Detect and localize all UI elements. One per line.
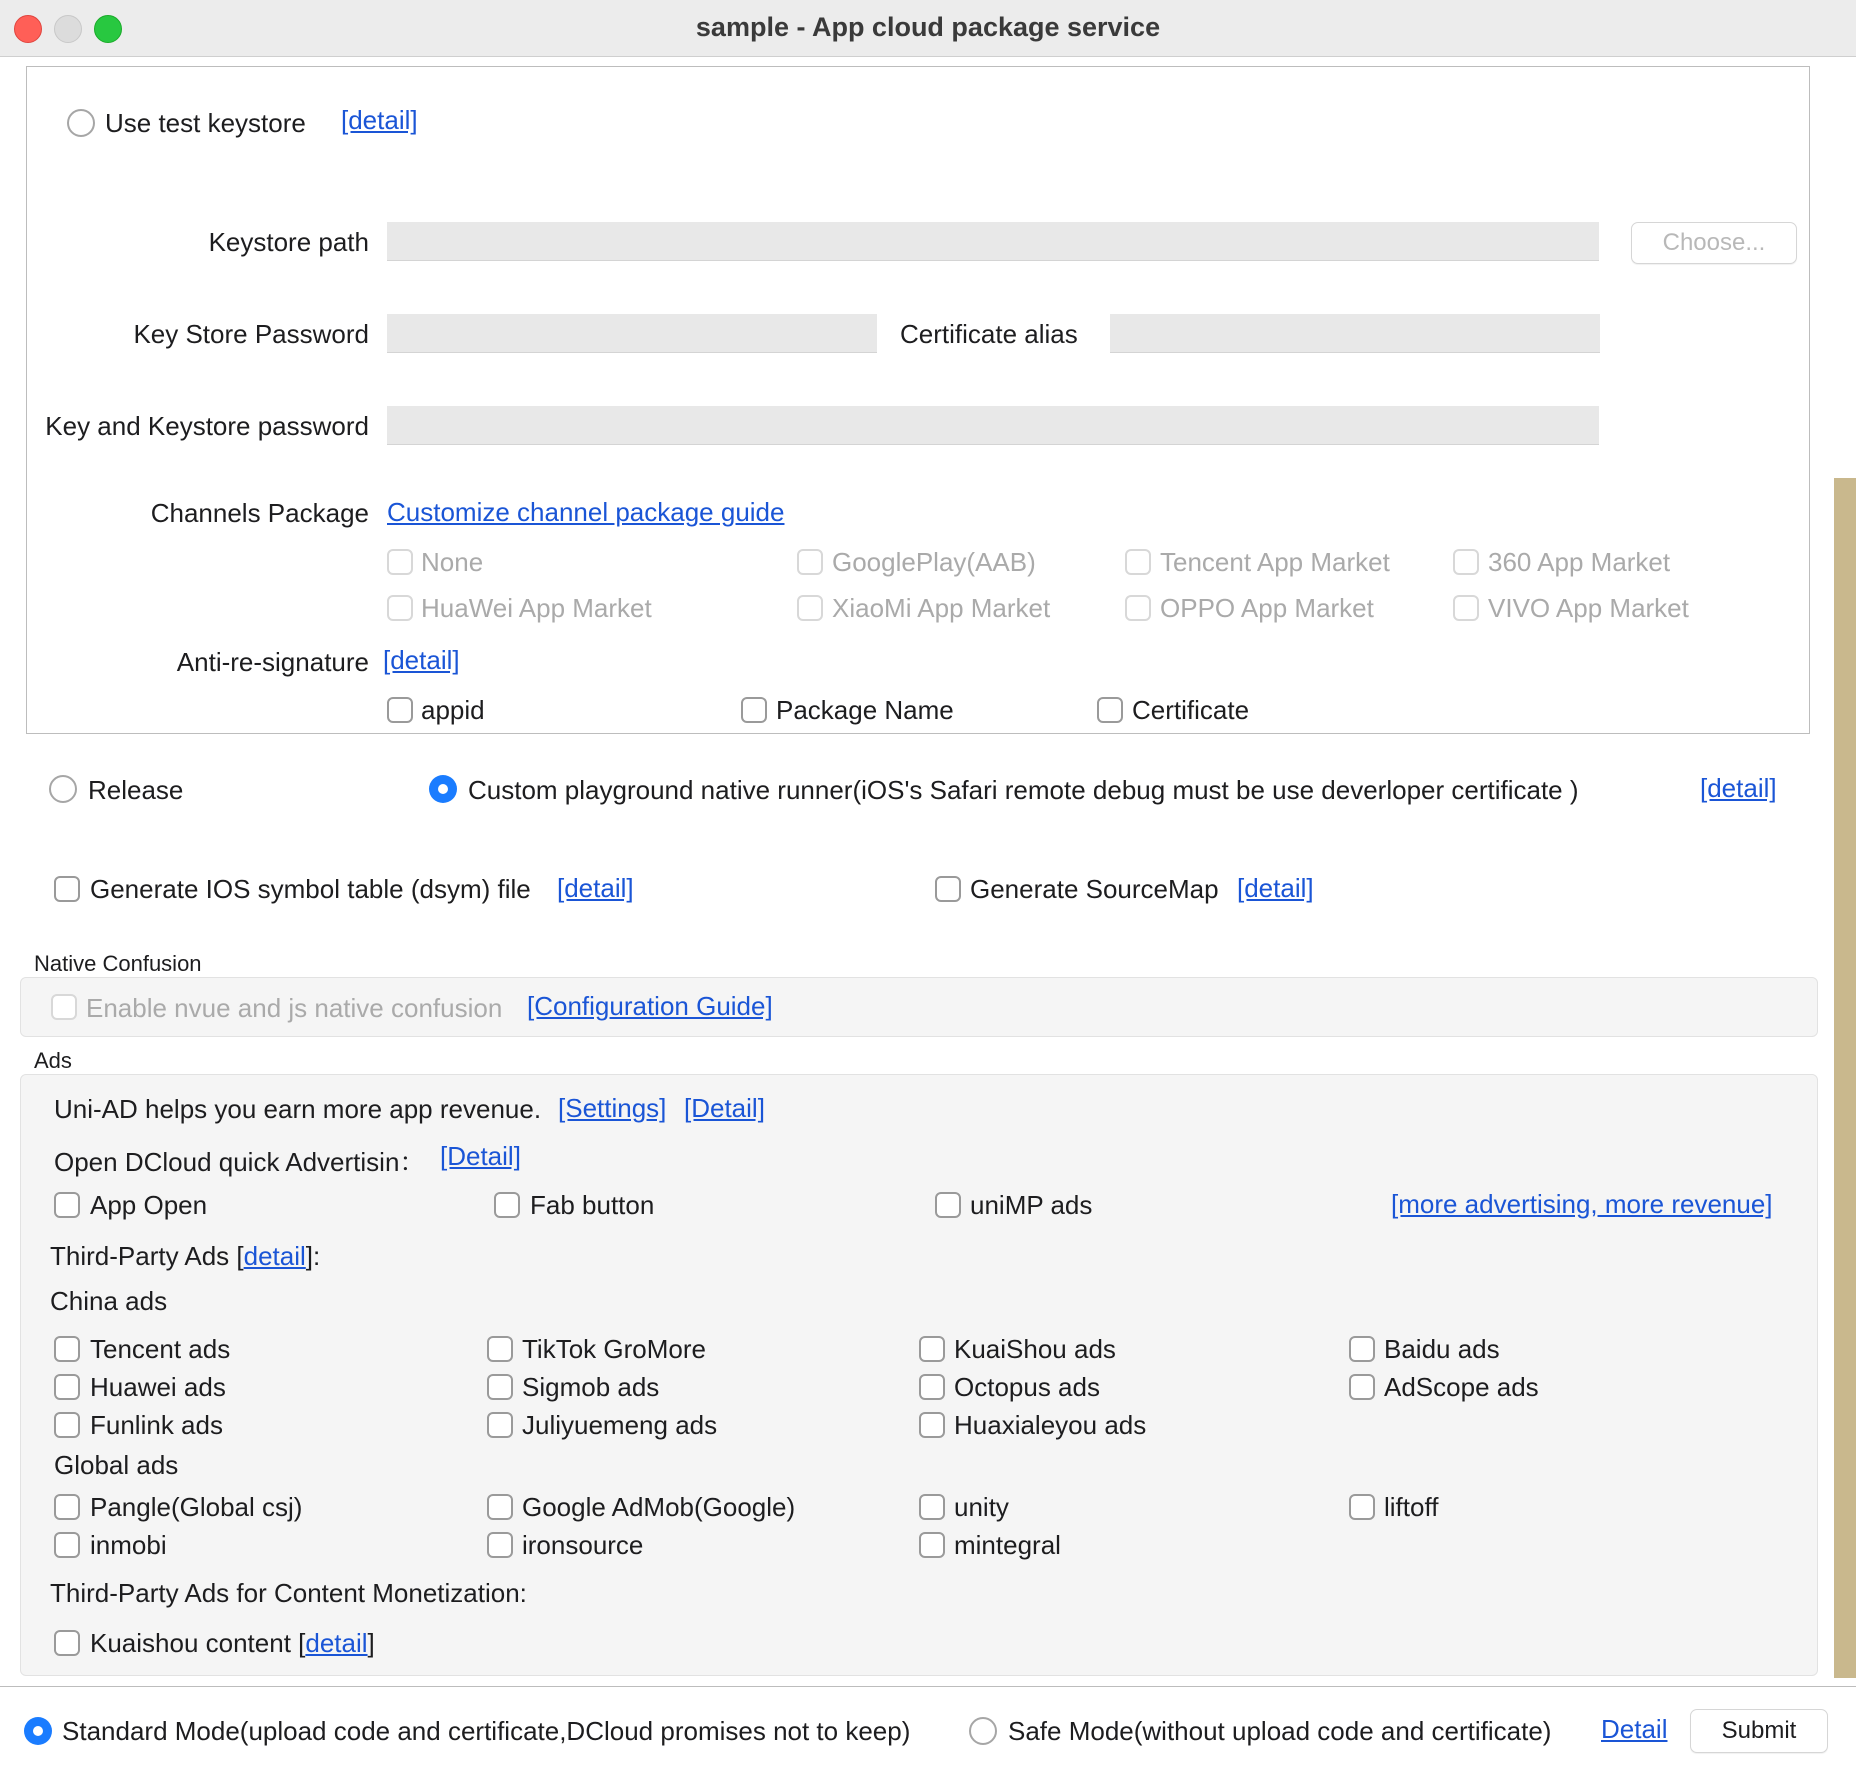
funlink-ads-label: Funlink ads	[90, 1410, 223, 1440]
test-keystore-detail-link[interactable]: [detail]	[341, 105, 418, 135]
release-radio[interactable]	[49, 775, 77, 803]
dsym-checkbox[interactable]	[54, 876, 80, 902]
native-confusion-title: Native Confusion	[34, 951, 202, 976]
global-ads-title: Global ads	[54, 1450, 179, 1480]
channel-oppo-label: OPPO App Market	[1160, 593, 1374, 623]
funlink-ads-checkbox[interactable]	[54, 1412, 80, 1438]
tencent-ads-label: Tencent ads	[90, 1334, 231, 1364]
anti-resign-detail-link[interactable]: [detail]	[383, 645, 460, 675]
unity-checkbox[interactable]	[919, 1494, 945, 1520]
window-title: sample - App cloud package service	[695, 12, 1161, 42]
third-party-suffix: ]:	[305, 1241, 321, 1271]
sigmob-ads-checkbox[interactable]	[487, 1374, 513, 1400]
anti-resign-certificate-label: Certificate	[1132, 695, 1250, 725]
kuaishou-content-suffix: ]	[367, 1628, 375, 1658]
kuaishou-ads-checkbox[interactable]	[919, 1336, 945, 1362]
sourcemap-detail-link[interactable]: [detail]	[1237, 873, 1314, 903]
keystore-path-label: Keystore path	[208, 227, 369, 257]
channel-guide-link[interactable]: Customize channel package guide	[387, 497, 785, 527]
choose-keystore-button[interactable]: Choose...	[1631, 222, 1797, 264]
dsym-detail-link[interactable]: [detail]	[557, 873, 634, 903]
tiktok-gromore-label: TikTok GroMore	[522, 1334, 706, 1364]
certificate-alias-label: Certificate alias	[900, 319, 1078, 349]
liftoff-label: liftoff	[1384, 1492, 1439, 1522]
fab-button-label: Fab button	[530, 1190, 655, 1220]
channels-package-label: Channels Package	[150, 498, 369, 528]
sourcemap-label: Generate SourceMap	[970, 874, 1219, 904]
huawei-ads-checkbox[interactable]	[54, 1374, 80, 1400]
unimp-ads-checkbox[interactable]	[935, 1192, 961, 1218]
release-label: Release	[88, 775, 184, 805]
quick-ads-detail-link[interactable]: [Detail]	[440, 1141, 521, 1171]
baidu-ads-label: Baidu ads	[1384, 1334, 1500, 1364]
octopus-ads-checkbox[interactable]	[919, 1374, 945, 1400]
certificate-alias-input[interactable]	[1110, 314, 1600, 353]
adscope-ads-checkbox[interactable]	[1349, 1374, 1375, 1400]
keystore-password-input[interactable]	[387, 314, 877, 353]
channel-xiaomi-checkbox[interactable]	[797, 595, 823, 621]
keystore-password-label: Key Store Password	[133, 319, 369, 349]
uniad-detail-link[interactable]: [Detail]	[684, 1093, 765, 1123]
channel-tencent-label: Tencent App Market	[1160, 547, 1390, 577]
channel-none-checkbox[interactable]	[387, 549, 413, 575]
juliyuemeng-ads-checkbox[interactable]	[487, 1412, 513, 1438]
kuaishou-content-checkbox[interactable]	[54, 1630, 80, 1656]
app-open-checkbox[interactable]	[54, 1192, 80, 1218]
channel-googleplay-checkbox[interactable]	[797, 549, 823, 575]
mode-detail-link[interactable]: Detail	[1601, 1714, 1668, 1744]
channel-xiaomi-label: XiaoMi App Market	[832, 593, 1051, 623]
third-party-ads-label	[50, 1241, 320, 1272]
mintegral-checkbox[interactable]	[919, 1532, 945, 1558]
china-ads-title: China ads	[50, 1286, 168, 1316]
custom-runner-radio[interactable]	[429, 775, 457, 803]
standard-mode-label: Standard Mode(upload code and certificate,DCloud promises not to keep)	[62, 1716, 911, 1746]
channel-360-checkbox[interactable]	[1453, 549, 1479, 575]
liftoff-checkbox[interactable]	[1349, 1494, 1375, 1520]
native-confusion-checkbox[interactable]	[51, 994, 77, 1020]
huaxialeyou-ads-checkbox[interactable]	[919, 1412, 945, 1438]
pangle-label: Pangle(Global csj)	[90, 1492, 303, 1522]
unity-label: unity	[954, 1492, 1009, 1522]
keystore-path-input[interactable]	[387, 222, 1599, 261]
juliyuemeng-ads-label: Juliyuemeng ads	[522, 1410, 718, 1440]
quick-ads-label: Open DCloud quick Advertisin：	[54, 1147, 426, 1177]
huaxialeyou-ads-label: Huaxialeyou ads	[954, 1410, 1147, 1440]
title-bar	[0, 0, 1856, 57]
scrollbar-track[interactable]	[1834, 478, 1856, 1678]
anti-resign-appid-label: appid	[421, 695, 485, 725]
footer-bar	[0, 1686, 1856, 1774]
anti-resign-certificate-checkbox[interactable]	[1097, 697, 1123, 723]
sourcemap-checkbox[interactable]	[935, 876, 961, 902]
huawei-ads-label: Huawei ads	[90, 1372, 226, 1402]
anti-resign-appid-checkbox[interactable]	[387, 697, 413, 723]
channel-huawei-checkbox[interactable]	[387, 595, 413, 621]
tencent-ads-checkbox[interactable]	[54, 1336, 80, 1362]
ironsource-checkbox[interactable]	[487, 1532, 513, 1558]
kuaishou-content-detail-link[interactable]: detail	[305, 1628, 368, 1658]
octopus-ads-label: Octopus ads	[954, 1372, 1100, 1402]
third-party-detail-link[interactable]: detail	[243, 1241, 306, 1271]
key-keystore-password-label: Key and Keystore password	[45, 411, 369, 441]
unimp-ads-label: uniMP ads	[970, 1190, 1093, 1220]
mintegral-label: mintegral	[954, 1530, 1061, 1560]
inmobi-checkbox[interactable]	[54, 1532, 80, 1558]
anti-resign-package-checkbox[interactable]	[741, 697, 767, 723]
uniad-settings-link[interactable]: [Settings]	[558, 1093, 667, 1123]
content-monetization-title: Third-Party Ads for Content Monetization:	[50, 1578, 527, 1608]
channel-360-label: 360 App Market	[1488, 547, 1671, 577]
dsym-label: Generate IOS symbol table (dsym) file	[90, 874, 531, 904]
admob-label: Google AdMob(Google)	[522, 1492, 796, 1522]
use-test-keystore-radio[interactable]	[67, 109, 95, 137]
app-open-label: App Open	[90, 1190, 208, 1220]
signing-panel	[26, 66, 1810, 734]
inmobi-label: inmobi	[90, 1530, 167, 1560]
custom-runner-detail-link[interactable]: [detail]	[1700, 773, 1777, 803]
submit-button[interactable]: Submit	[1690, 1709, 1828, 1753]
ironsource-label: ironsource	[522, 1530, 644, 1560]
pangle-checkbox[interactable]	[54, 1494, 80, 1520]
ads-title: Ads	[34, 1048, 72, 1073]
channel-vivo-checkbox[interactable]	[1453, 595, 1479, 621]
baidu-ads-checkbox[interactable]	[1349, 1336, 1375, 1362]
kuaishou-ads-label: KuaiShou ads	[954, 1334, 1116, 1364]
channel-vivo-label: VIVO App Market	[1488, 593, 1689, 623]
kuaishou-content-prefix: Kuaishou content [	[90, 1628, 306, 1658]
channel-googleplay-label: GooglePlay(AAB)	[832, 547, 1036, 577]
channel-tencent-checkbox[interactable]	[1125, 549, 1151, 575]
sigmob-ads-label: Sigmob ads	[522, 1372, 660, 1402]
tiktok-gromore-checkbox[interactable]	[487, 1336, 513, 1362]
kuaishou-content-label	[90, 1628, 375, 1659]
safe-mode-radio[interactable]	[969, 1717, 997, 1745]
native-confusion-box	[20, 977, 1818, 1037]
key-keystore-password-input[interactable]	[387, 406, 1599, 445]
channel-oppo-checkbox[interactable]	[1125, 595, 1151, 621]
adscope-ads-label: AdScope ads	[1384, 1372, 1539, 1402]
channel-huawei-label: HuaWei App Market	[421, 593, 652, 623]
fab-button-checkbox[interactable]	[494, 1192, 520, 1218]
custom-runner-label: Custom playground native runner(iOS's Safari remote debug must be use deverloper certificate )	[468, 775, 1579, 805]
native-confusion-label: Enable nvue and js native confusion	[86, 993, 503, 1023]
admob-checkbox[interactable]	[487, 1494, 513, 1520]
anti-resign-label: Anti-re-signature	[176, 647, 369, 677]
use-test-keystore-label: Use test keystore	[105, 108, 306, 138]
third-party-prefix: Third-Party Ads [	[50, 1241, 244, 1271]
safe-mode-label: Safe Mode(without upload code and certificate)	[1008, 1716, 1552, 1746]
native-confusion-guide-link[interactable]: [Configuration Guide]	[527, 991, 773, 1021]
uniad-text: Uni-AD helps you earn more app revenue.	[54, 1094, 542, 1124]
standard-mode-radio[interactable]	[24, 1717, 52, 1745]
channel-none-label: None	[421, 547, 484, 577]
anti-resign-package-label: Package Name	[776, 695, 954, 725]
more-advertising-link[interactable]: [more advertising, more revenue]	[1391, 1189, 1773, 1219]
